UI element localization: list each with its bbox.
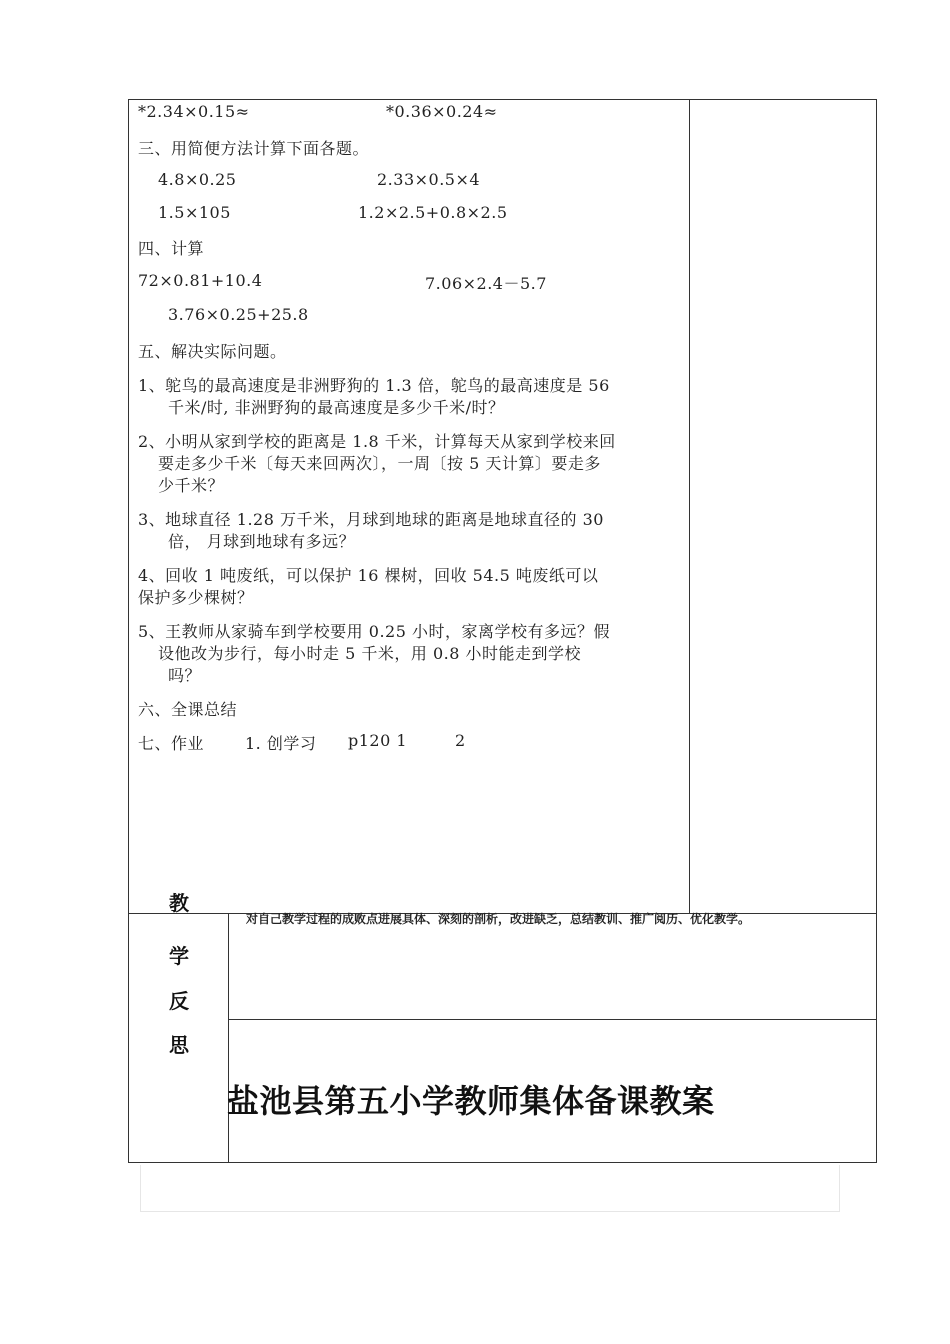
problem2-line2: 要走多少千米〔每天来回两次〕，一周〔按 5 天计算〕要走多 xyxy=(158,454,601,473)
homework-pages: p120 1 xyxy=(348,731,408,750)
table-right-border xyxy=(876,99,877,1163)
section5-title: 五、解决实际问题。 xyxy=(138,342,287,361)
problem1-line2: 千米/时, 非洲野狗的最高速度是多少千米/时？ xyxy=(168,398,505,417)
problem4-line1: 4、回收 1 吨废纸，可以保护 16 棵树，回收 54.5 吨废纸可以 xyxy=(138,566,599,585)
lower-faint-box xyxy=(140,1165,840,1212)
section7-title: 七、作业 xyxy=(138,734,205,753)
problem5-line1: 5、王教师从家骑车到学校要用 0.25 小时，家离学校有多远？假 xyxy=(138,622,610,641)
problem3-line1: 3、地球直径 1.28 万千米，月球到地球的距离是地球直径的 30 xyxy=(138,510,604,529)
section3-q2: 2.33×0.5×4 xyxy=(377,170,481,189)
label-column-divider xyxy=(228,913,229,1163)
problem1-line1: 1、鸵鸟的最高速度是非洲野狗的 1.3 倍，鸵鸟的最高速度是 56 xyxy=(138,376,610,395)
reflection-label-char-3: 反 xyxy=(169,989,189,1013)
table-top-border xyxy=(128,99,877,100)
problem2-line1: 2、小明从家到学校的距离是 1.8 千米，计算每天从家到学校来回 xyxy=(138,432,616,451)
section4-q1: 72×0.81+10.4 xyxy=(138,271,263,290)
homework-item: 1. 创学习 xyxy=(245,734,317,753)
calc-item-right: *0.36×0.24≈ xyxy=(386,102,498,121)
section3-q3: 1.5×105 xyxy=(158,203,231,222)
problem3-line2: 倍， 月球到地球有多远？ xyxy=(168,532,356,551)
section4-title: 四、计算 xyxy=(138,239,205,258)
homework-extra: 2 xyxy=(455,731,466,750)
problem2-line3: 少千米？ xyxy=(158,476,225,495)
school-title: 盐池县第五小学教师集体备课教案 xyxy=(227,1082,715,1120)
section4-q3: 3.76×0.25+25.8 xyxy=(168,305,309,324)
section3-q1: 4.8×0.25 xyxy=(158,170,237,189)
reflection-label-char-1: 教 xyxy=(169,891,189,915)
section3-q4: 1.2×2.5+0.8×2.5 xyxy=(358,203,508,222)
table-left-border xyxy=(128,99,129,1163)
section4-q2: 7.06×2.4－5.7 xyxy=(425,274,547,293)
problem5-line2: 设他改为步行，每小时走 5 千米，用 0.8 小时能走到学校 xyxy=(158,644,581,663)
content-column-divider xyxy=(689,99,690,913)
reflection-label-char-4: 思 xyxy=(169,1033,189,1057)
table-bottom-border xyxy=(128,1162,877,1163)
reflection-inner-divider xyxy=(228,1019,877,1020)
section6-title: 六、全课总结 xyxy=(138,700,238,719)
reflection-label-char-2: 学 xyxy=(169,944,189,968)
calc-item-left: *2.34×0.15≈ xyxy=(138,102,250,121)
problem4-line2: 保护多少棵树？ xyxy=(138,588,254,607)
section3-title: 三、用简便方法计算下面各题。 xyxy=(138,139,370,158)
reflection-instruction: 对自己教学过程的成败点进展具体、深刻的剖析，改进缺乏，总结教训、推广阅历、优化教学。 xyxy=(246,912,751,926)
problem5-line3: 吗？ xyxy=(168,666,202,685)
